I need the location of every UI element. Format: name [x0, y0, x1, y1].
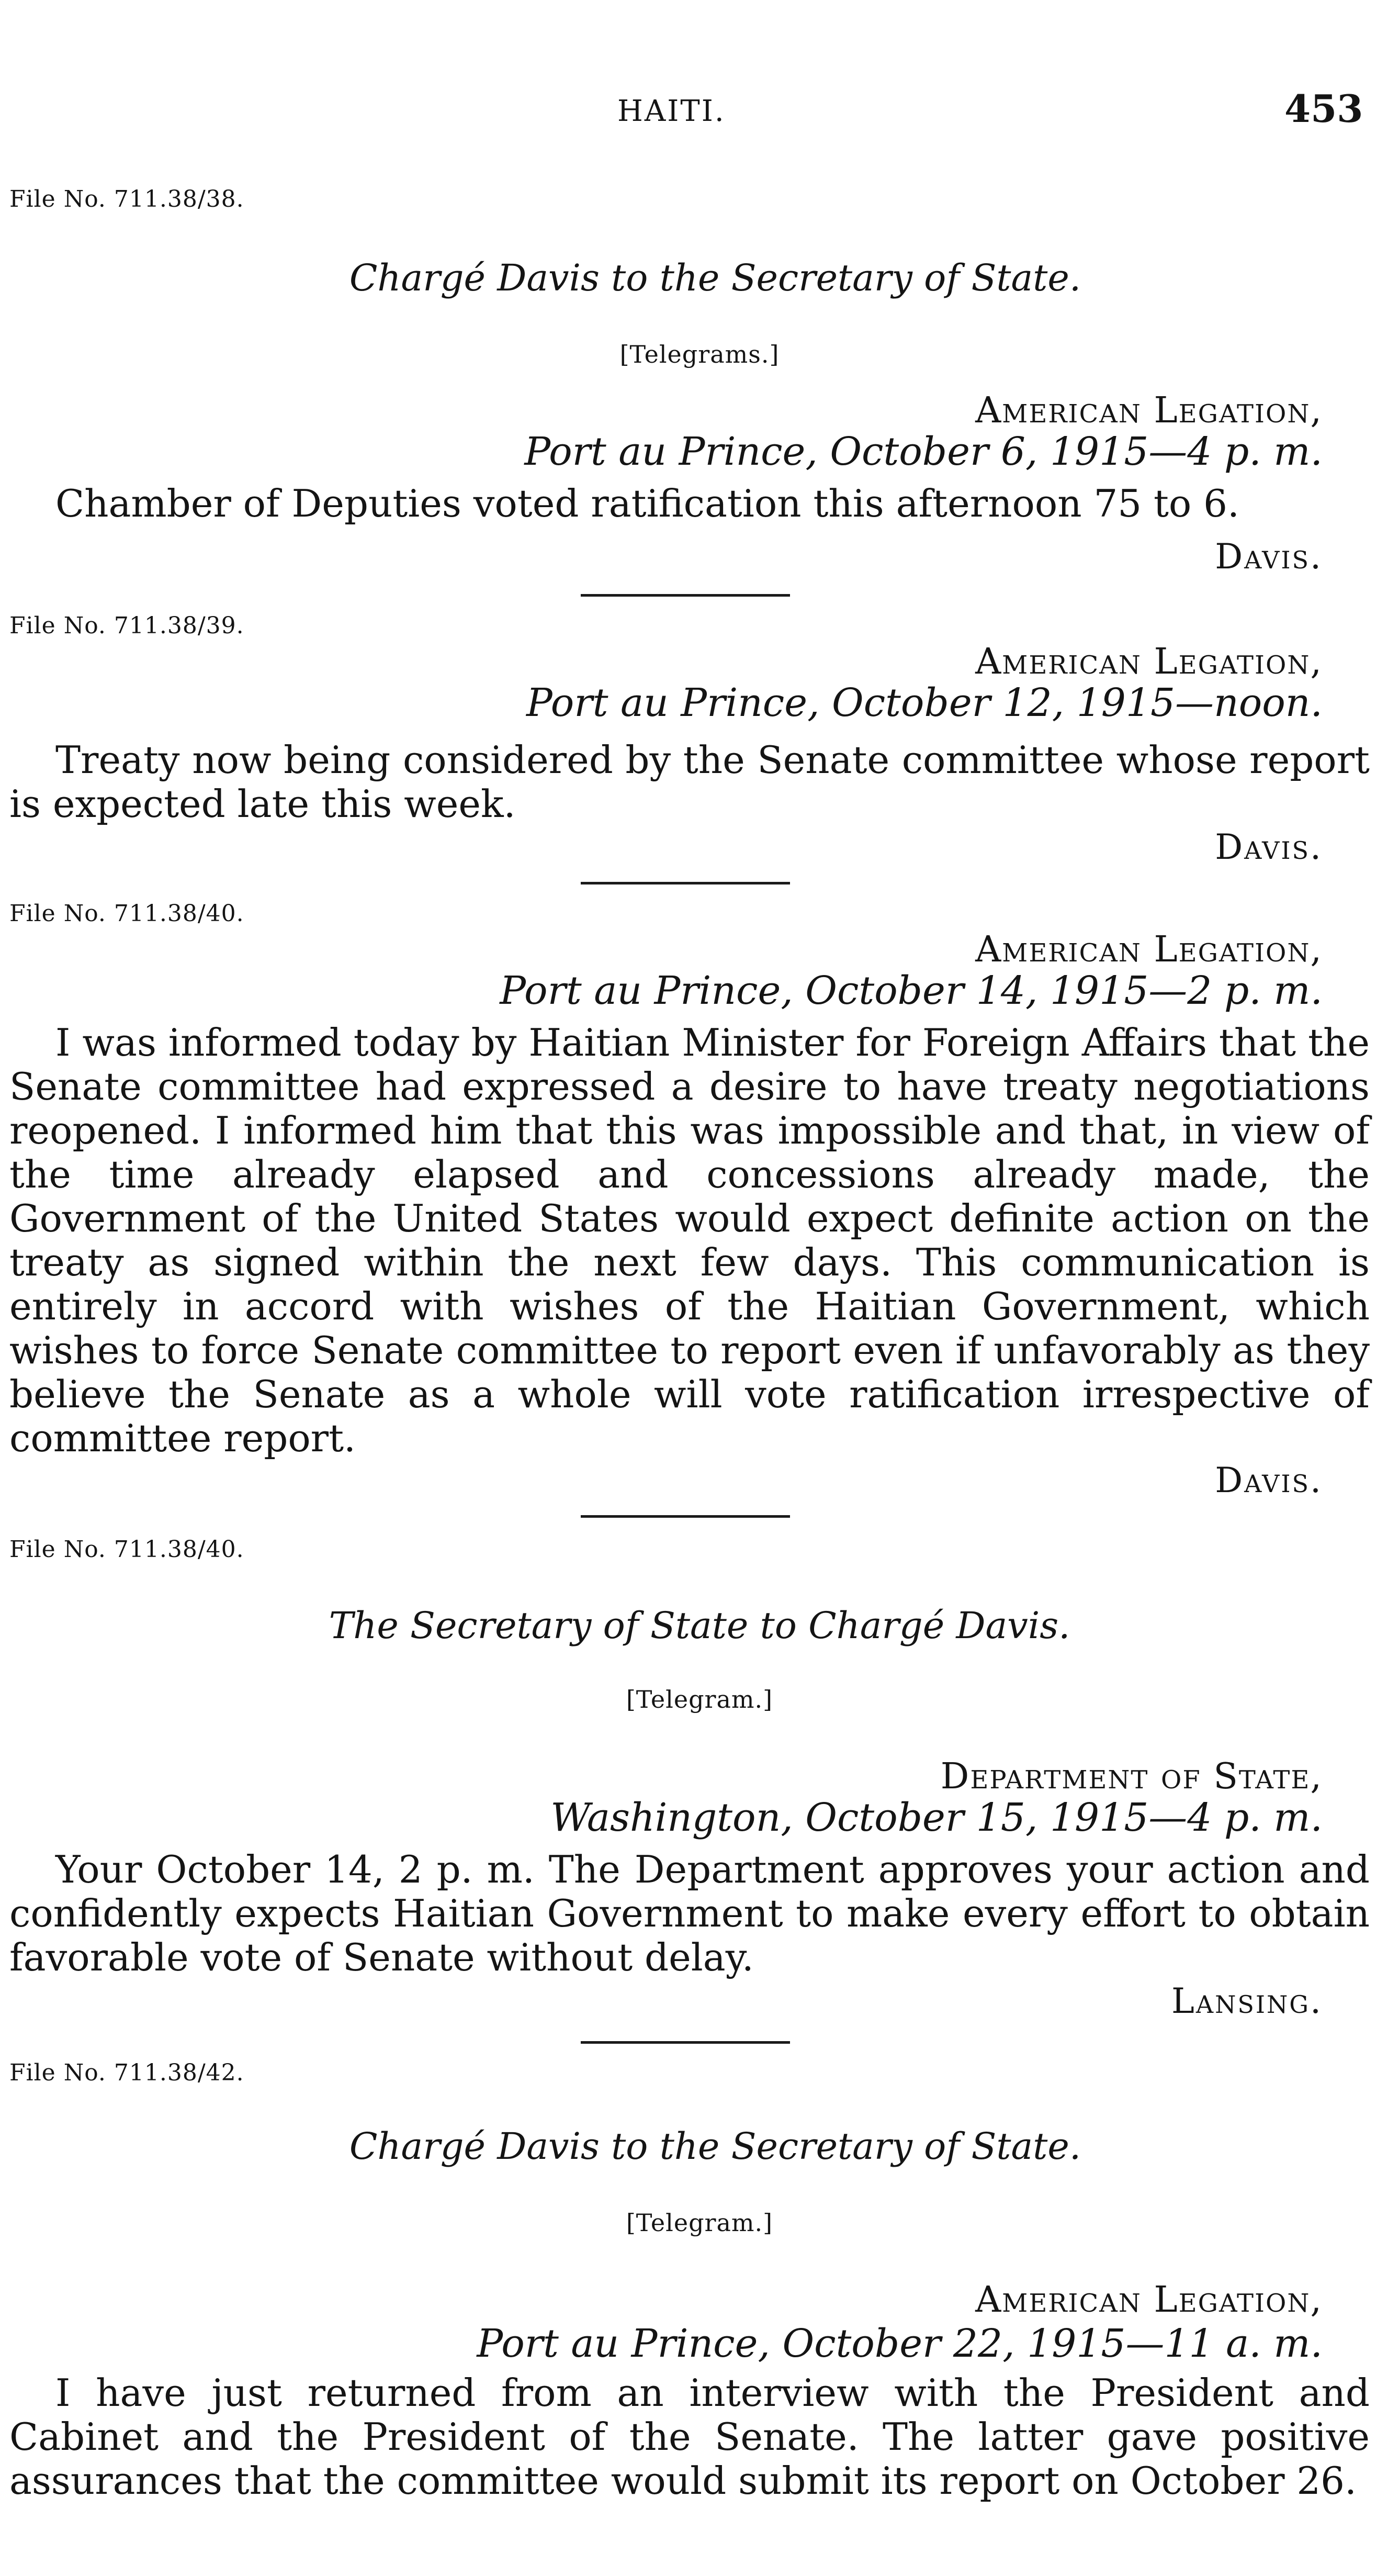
- letterhead: Department of State,: [940, 1756, 1323, 1797]
- letterhead: American Legation,: [975, 2279, 1323, 2321]
- dateline: Port au Prince, October 6, 1915—4 p. m.: [524, 429, 1323, 474]
- signature: Lansing.: [1171, 1981, 1323, 2021]
- section-divider: [581, 2041, 790, 2044]
- document-title: Chargé Davis to the Secretary of State.: [349, 256, 1081, 299]
- document-title: The Secretary of State to Chargé Davis.: [329, 1604, 1070, 1647]
- dateline: Port au Prince, October 12, 1915—noon.: [526, 680, 1323, 725]
- signature: Davis.: [1215, 536, 1323, 577]
- section-divider: [581, 1515, 790, 1518]
- message-body: I have just returned from an interview with the President and Cabinet and the President of the Senate. The latter gave positive assurances that the committee would submit its report on October 26.: [9, 2371, 1370, 2503]
- file-number: File No. 711.38/38.: [9, 186, 244, 212]
- letterhead: American Legation,: [975, 641, 1323, 682]
- file-number: File No. 711.38/39.: [9, 612, 244, 639]
- telegram-note: [Telegrams.]: [619, 340, 780, 368]
- dateline: Port au Prince, October 22, 1915—11 a. m.: [477, 2321, 1323, 2366]
- message-body: Chamber of Deputies voted ratification this afternoon 75 to 6.: [55, 481, 1239, 525]
- telegram-note: [Telegram.]: [626, 2209, 773, 2237]
- letterhead: American Legation,: [975, 929, 1323, 970]
- running-head: HAITI.: [617, 94, 726, 128]
- dateline: Washington, October 15, 1915—4 p. m.: [550, 1795, 1323, 1840]
- file-number: File No. 711.38/40.: [9, 1536, 244, 1563]
- file-number: File No. 711.38/42.: [9, 2059, 244, 2086]
- section-divider: [581, 594, 790, 597]
- message-body: I was informed today by Haitian Minister for Foreign Affairs that the Senate committee had expressed a desire to have treaty negotiations reopened. I informed him that this was impossible and that, in view of the time already elapsed and concessions already made, the Government of the United States would expect definite action on the treaty as signed within the next few days. This communication is entirely in accord with wishes of the Haitian Government, which wishes to force Senate committee to report even if unfavorably as they believe the Senate as a whole will vote ratification irrespective of committee report.: [9, 1021, 1370, 1460]
- dateline: Port au Prince, October 14, 1915—2 p. m.: [500, 968, 1323, 1013]
- page-number: 453: [1284, 86, 1363, 131]
- file-number: File No. 711.38/40.: [9, 900, 244, 927]
- document-title: Chargé Davis to the Secretary of State.: [349, 2125, 1081, 2168]
- signature: Davis.: [1215, 1460, 1323, 1500]
- signature: Davis.: [1215, 827, 1323, 867]
- section-divider: [581, 882, 790, 884]
- message-body: Your October 14, 2 p. m. The Department approves your action and confidently expects Haitian Government to make every effort to obtain favorable vote of Senate without delay.: [9, 1847, 1370, 1979]
- telegram-note: [Telegram.]: [626, 1685, 773, 1713]
- message-body: Treaty now being considered by the Senate committee whose report is expected late this week.: [9, 738, 1370, 826]
- letterhead: American Legation,: [975, 390, 1323, 431]
